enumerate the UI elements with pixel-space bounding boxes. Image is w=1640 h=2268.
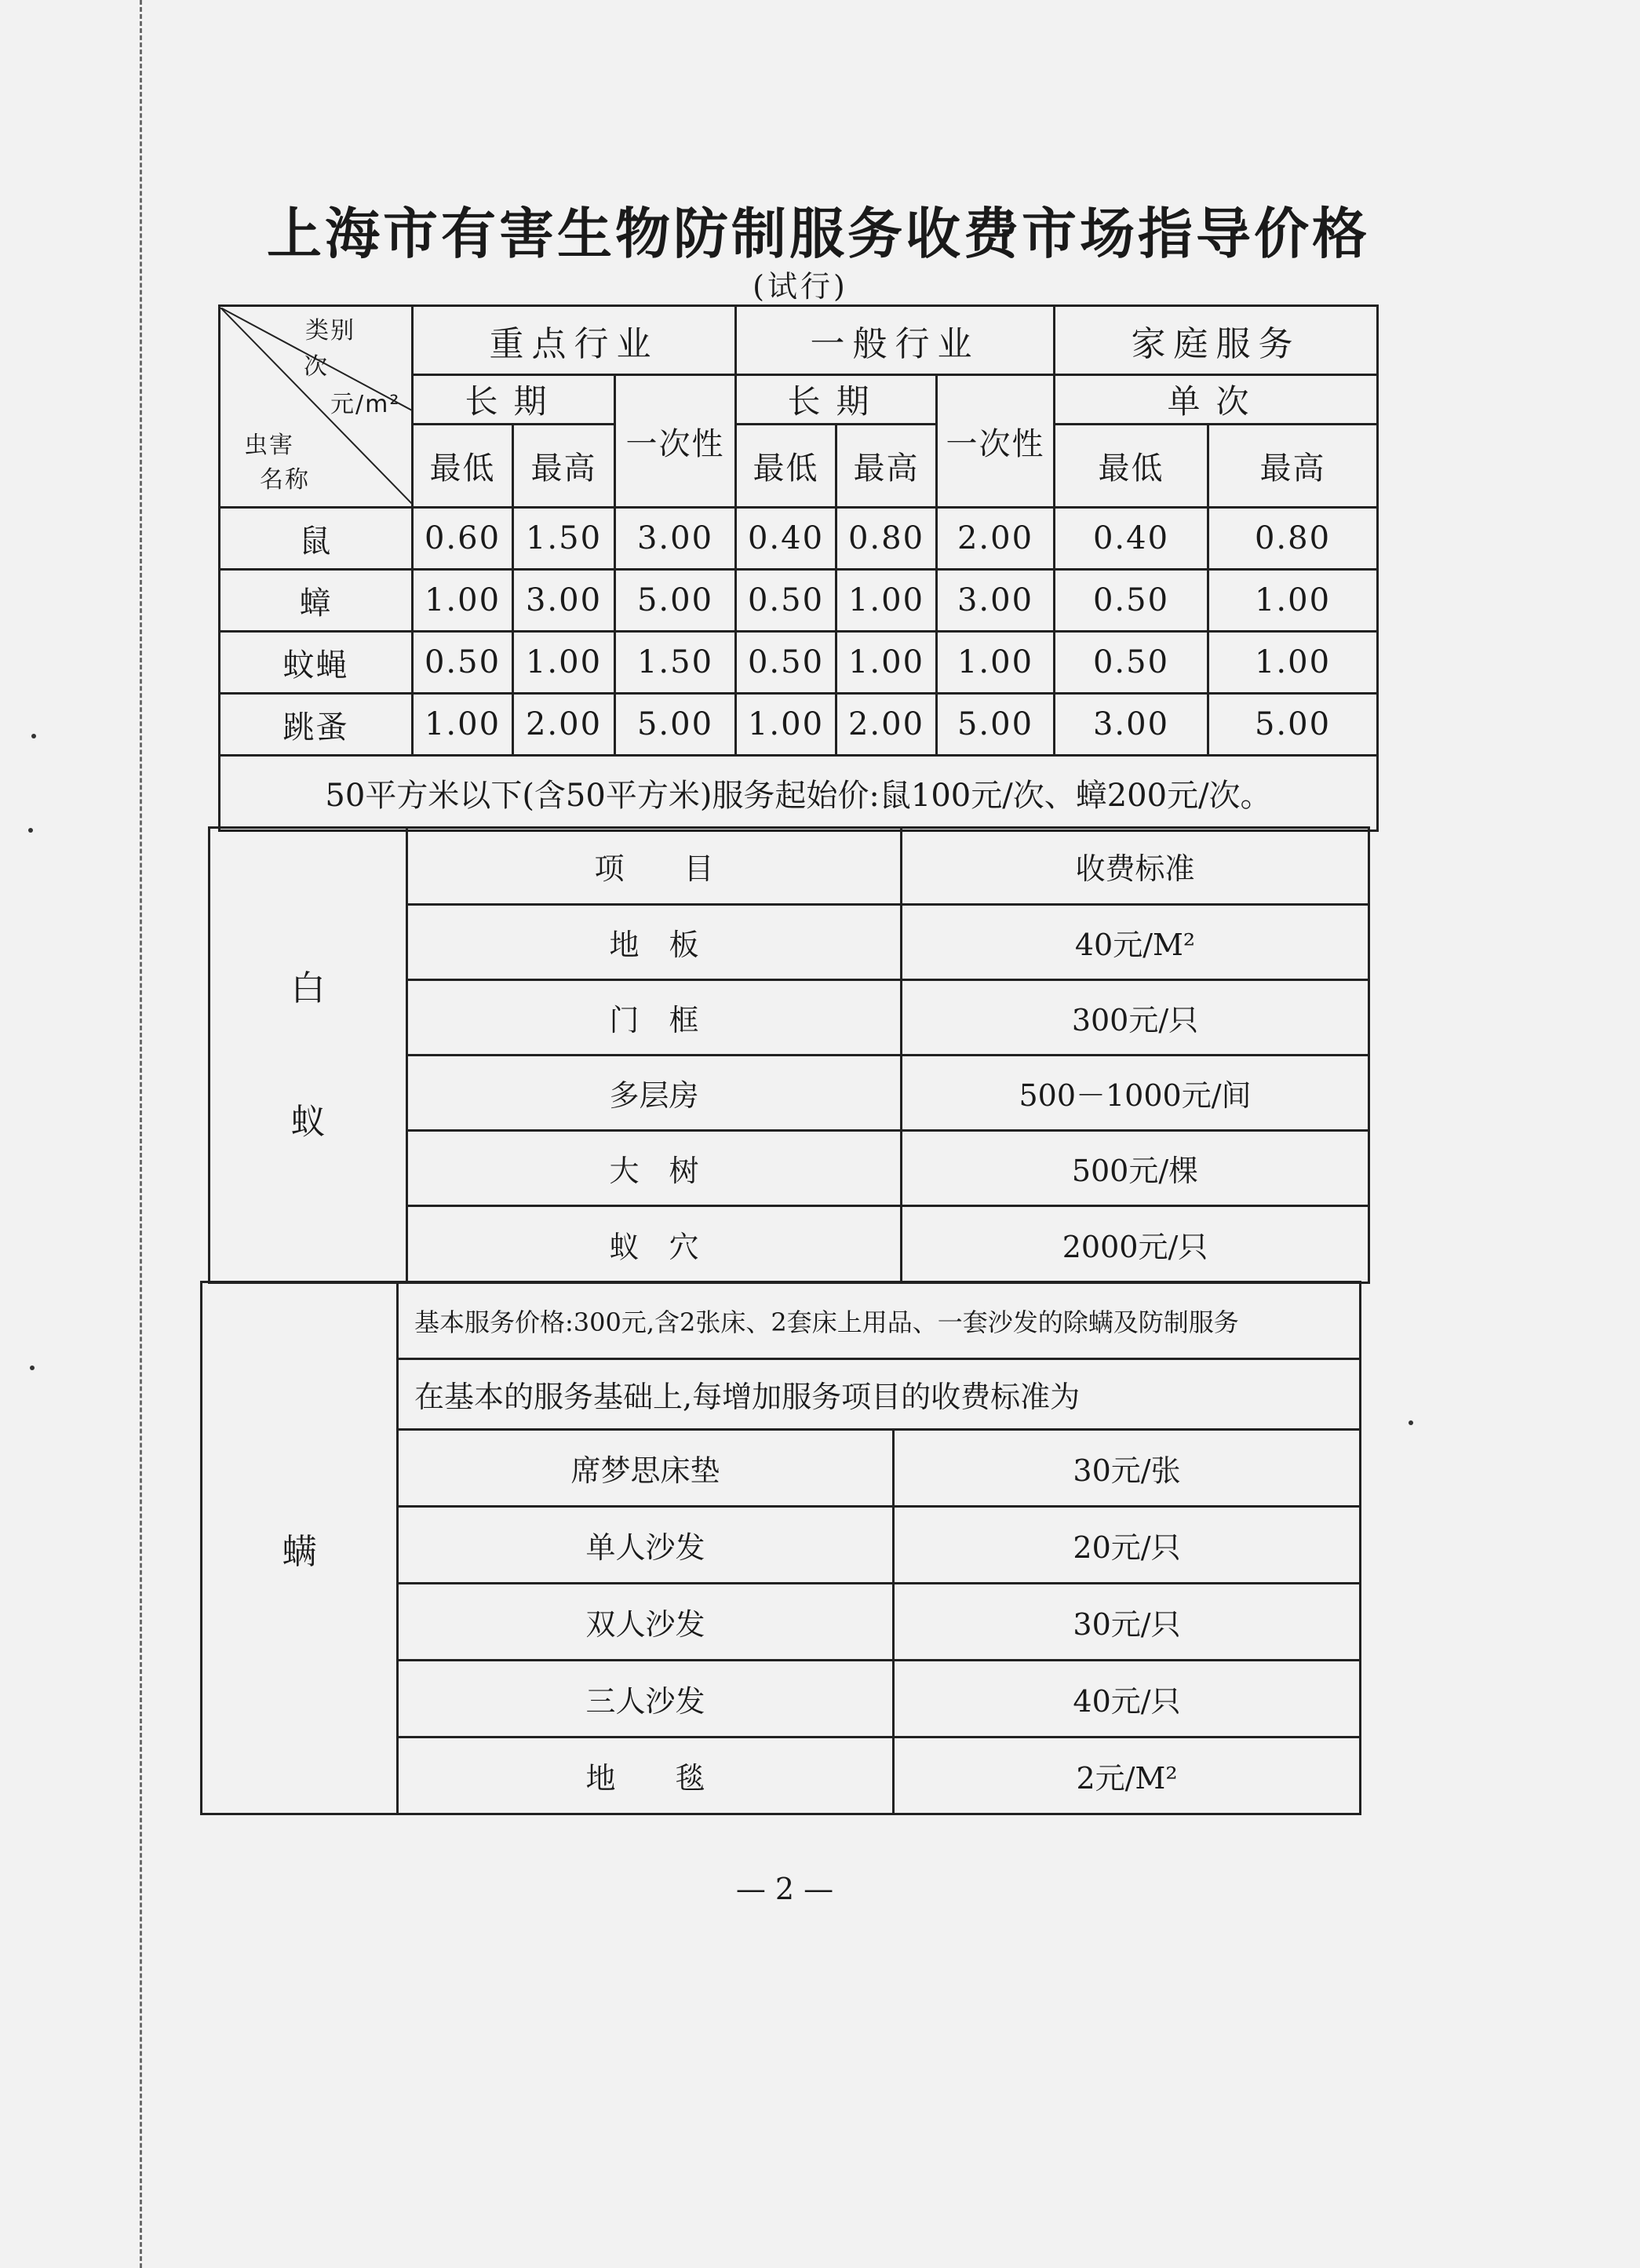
price-cell: 1.00 (1208, 632, 1378, 694)
price-table (218, 304, 1379, 832)
subheader-min: 最低 (413, 425, 513, 508)
price-cell: 1.00 (736, 694, 836, 756)
termite-section-label (210, 828, 407, 1283)
termite-header-fee: 收费标准 (902, 828, 1369, 905)
price-cell: 1.00 (413, 694, 513, 756)
price-cell: 5.00 (615, 570, 736, 632)
price-cell: 0.50 (1055, 632, 1208, 694)
price-cell: 0.50 (736, 570, 836, 632)
table-row (220, 508, 1378, 570)
mite-increment-note: 在基本的服务基础上,每增加服务项目的收费标准为 (398, 1359, 1361, 1430)
subheader-min: 最低 (1055, 425, 1208, 508)
scan-speck (31, 734, 36, 738)
subheader-one-time: 一次性 (937, 375, 1055, 508)
mite-fee: 30元/张 (894, 1430, 1361, 1507)
mite-item: 单人沙发 (398, 1507, 894, 1584)
subheader-long-term: 长期 (413, 375, 615, 425)
page-number: — 2 — (735, 1872, 834, 1906)
termite-item: 地 板 (407, 905, 902, 980)
mite-fee: 2元/M² (894, 1737, 1361, 1814)
price-cell: 1.00 (836, 570, 937, 632)
price-cell: 1.00 (836, 632, 937, 694)
document-title: 上海市有害生物防制服务收费市场指导价格 (267, 202, 1370, 266)
corner-name-label: 名称 (260, 466, 310, 494)
mite-item: 三人沙发 (398, 1661, 894, 1737)
price-cell: 1.00 (513, 632, 615, 694)
corner-header-cell (220, 306, 413, 508)
termite-fee: 500－1000元/间 (902, 1056, 1369, 1131)
price-cell: 0.80 (836, 508, 937, 570)
price-cell: 0.50 (413, 632, 513, 694)
price-cell: 3.00 (513, 570, 615, 632)
mite-section-label: 螨 (202, 1282, 398, 1814)
mite-table (200, 1281, 1361, 1815)
corner-times-label: 次 (304, 353, 329, 381)
termite-fee: 300元/只 (902, 980, 1369, 1056)
subheader-max: 最高 (1208, 425, 1378, 508)
mite-item: 地 毯 (398, 1737, 894, 1814)
scan-speck (30, 1366, 35, 1370)
subheader-single: 单次 (1055, 375, 1378, 425)
price-cell: 2.00 (836, 694, 937, 756)
group-header-key-industry: 重点行业 (413, 306, 736, 375)
termite-label-char-2: 蚁 (290, 1101, 326, 1142)
price-cell: 0.50 (1055, 570, 1208, 632)
corner-category-label: 类别 (305, 317, 355, 345)
termite-header-item: 项 目 (407, 828, 902, 905)
termite-fee: 40元/M² (902, 905, 1369, 980)
price-cell: 0.40 (736, 508, 836, 570)
document-subtitle: (试行) (753, 269, 848, 304)
table-row (220, 694, 1378, 756)
price-cell: 5.00 (937, 694, 1055, 756)
price-cell: 2.00 (513, 694, 615, 756)
subheader-long-term: 长期 (736, 375, 937, 425)
group-header-general-industry: 一般行业 (736, 306, 1055, 375)
pest-name: 跳蚤 (220, 694, 413, 756)
mite-item: 席梦思床垫 (398, 1430, 894, 1507)
group-header-household: 家庭服务 (1055, 306, 1378, 375)
starting-price-note: 50平方米以下(含50平方米)服务起始价:鼠100元/次、蟑200元/次。 (220, 756, 1378, 831)
price-cell: 1.50 (513, 508, 615, 570)
price-cell: 1.50 (615, 632, 736, 694)
termite-table (208, 826, 1370, 1284)
termite-label-char-1: 白 (290, 968, 326, 1008)
termite-fee: 2000元/只 (902, 1206, 1369, 1283)
termite-fee: 500元/棵 (902, 1131, 1369, 1206)
corner-pest-label: 虫害 (244, 432, 294, 459)
mite-item: 双人沙发 (398, 1584, 894, 1661)
price-cell: 3.00 (937, 570, 1055, 632)
subheader-min: 最低 (736, 425, 836, 508)
mite-fee: 40元/只 (894, 1661, 1361, 1737)
corner-unit-label: 元/m² (330, 391, 401, 418)
termite-item: 门 框 (407, 980, 902, 1056)
subheader-max: 最高 (836, 425, 937, 508)
price-cell: 5.00 (1208, 694, 1378, 756)
table-row (220, 570, 1378, 632)
termite-item: 多层房 (407, 1056, 902, 1131)
price-cell: 0.80 (1208, 508, 1378, 570)
subheader-max: 最高 (513, 425, 615, 508)
price-cell: 2.00 (937, 508, 1055, 570)
pest-name: 蟑 (220, 570, 413, 632)
price-cell: 0.60 (413, 508, 513, 570)
mite-basic-price: 基本服务价格:300元,含2张床、2套床上用品、一套沙发的除螨及防制服务 (398, 1282, 1361, 1359)
price-cell: 5.00 (615, 694, 736, 756)
mite-fee: 20元/只 (894, 1507, 1361, 1584)
subheader-one-time: 一次性 (615, 375, 736, 508)
price-cell: 3.00 (1055, 694, 1208, 756)
pest-name: 鼠 (220, 508, 413, 570)
termite-item: 蚁 穴 (407, 1206, 902, 1283)
price-cell: 0.50 (736, 632, 836, 694)
price-cell: 1.00 (1208, 570, 1378, 632)
mite-fee: 30元/只 (894, 1584, 1361, 1661)
table-row (220, 632, 1378, 694)
binding-dashed-line (140, 0, 142, 2268)
pest-name: 蚊蝇 (220, 632, 413, 694)
scan-speck (28, 828, 33, 833)
termite-item: 大 树 (407, 1131, 902, 1206)
price-cell: 1.00 (413, 570, 513, 632)
price-cell: 0.40 (1055, 508, 1208, 570)
price-cell: 3.00 (615, 508, 736, 570)
scan-speck (1409, 1420, 1413, 1425)
price-cell: 1.00 (937, 632, 1055, 694)
